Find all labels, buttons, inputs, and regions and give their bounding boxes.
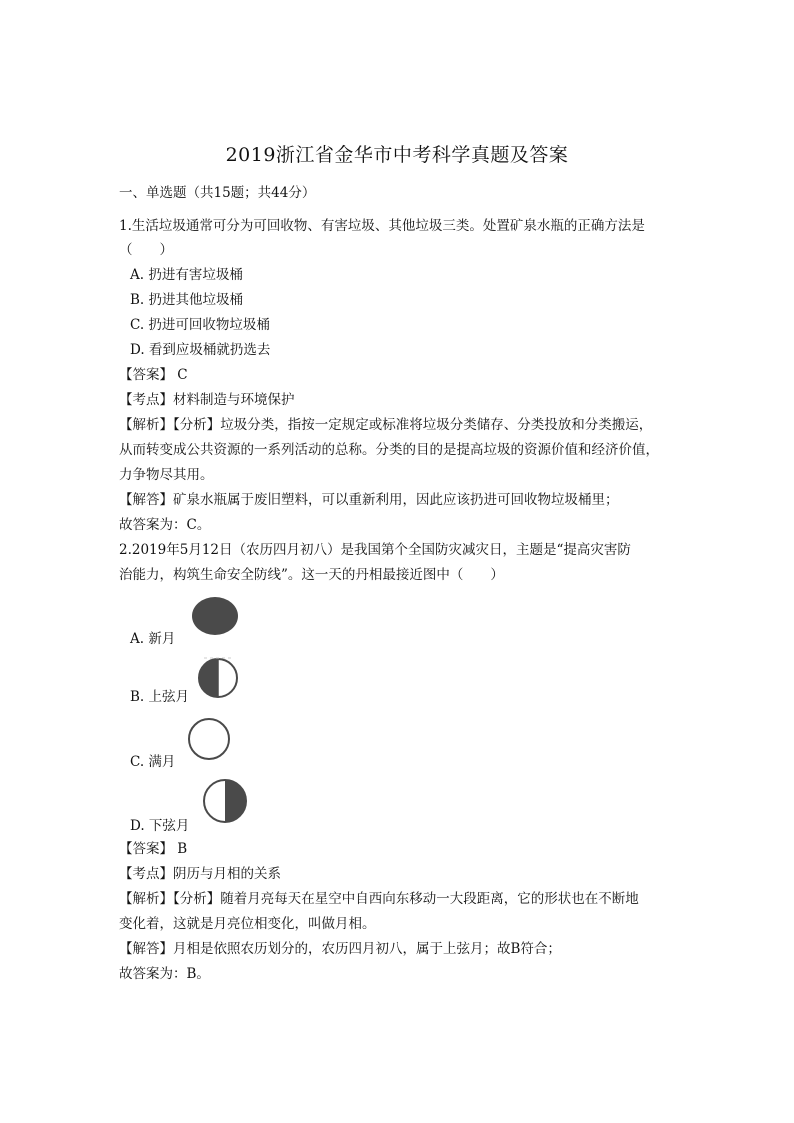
page-title: 2019浙江省金华市中考科学真题及答案	[225, 144, 569, 166]
q1-analysis-line-3: 力争物尽其用。	[119, 467, 214, 483]
q1-solution: 【解答】矿泉水瓶属于废旧塑料，可以重新利用，因此应该扔进可回收物垃圾桶里；	[119, 492, 619, 508]
new-moon-icon	[191, 596, 239, 638]
q2-analysis-line-1: 【解析】【分析】随着月亮每天在星空中自西向东移动一大段距离，它的形状也在不断地	[119, 891, 639, 907]
q1-analysis-line-1: 【解析】【分析】垃圾分类，指按一定规定或标准将垃圾分类储存、分类投放和分类搬运，	[119, 417, 653, 433]
q2-final-answer: 故答案为：B。	[119, 966, 210, 982]
q2-option-a: A. 新月	[130, 631, 176, 647]
q2-option-c: C. 满月	[130, 754, 176, 770]
q1-option-a: A. 扔进有害垃圾桶	[130, 267, 243, 283]
section-heading: 一、单选题（共15题；共44分）	[119, 185, 316, 201]
q1-point: 【考点】材料制造与环境保护	[119, 392, 295, 408]
q2-stem-line-2: 治能力，构筑生命安全防线”。这一天的丹相最接近图中（ ）	[119, 567, 504, 583]
q1-answer: 【答案】 C	[119, 367, 188, 383]
q1-analysis-line-2: 从而转变成公共资源的一系列活动的总称。分类的目的是提高垃圾的资源价值和经济价值，	[119, 442, 659, 458]
q1-stem-line-1: 1.生活垃圾通常可分为可回收物、有害垃圾、其他垃圾三类。处置矿泉水瓶的正确方法是	[119, 218, 645, 234]
q2-solution: 【解答】月相是依照农历划分的，农历四月初八，属于上弦月；故B符合；	[119, 941, 561, 957]
q1-option-b: B. 扔进其他垃圾桶	[130, 292, 244, 308]
q1-option-c: C. 扔进可回收物垃圾桶	[130, 317, 270, 333]
q2-point: 【考点】阴历与月相的关系	[119, 866, 281, 882]
q2-analysis-line-2: 变化着，这就是月亮位相变化，叫做月相。	[119, 916, 376, 932]
last-quarter-moon-icon	[201, 778, 251, 824]
q1-stem-line-2: （ ）	[119, 242, 173, 258]
q2-answer: 【答案】 B	[119, 841, 188, 857]
first-quarter-moon-icon	[196, 656, 244, 700]
q2-stem-line-1: 2.2019年5月12日（农历四月初八）是我国第个全国防灾减灾日，主题是“提高灾害防	[119, 542, 631, 558]
q1-option-d: D. 看到应圾桶就扔选去	[130, 342, 271, 358]
full-moon-icon	[186, 717, 234, 761]
q1-final-answer: 故答案为：C。	[119, 517, 211, 533]
q2-option-d: D. 下弦月	[130, 818, 190, 834]
q2-option-b: B. 上弦月	[130, 689, 190, 705]
